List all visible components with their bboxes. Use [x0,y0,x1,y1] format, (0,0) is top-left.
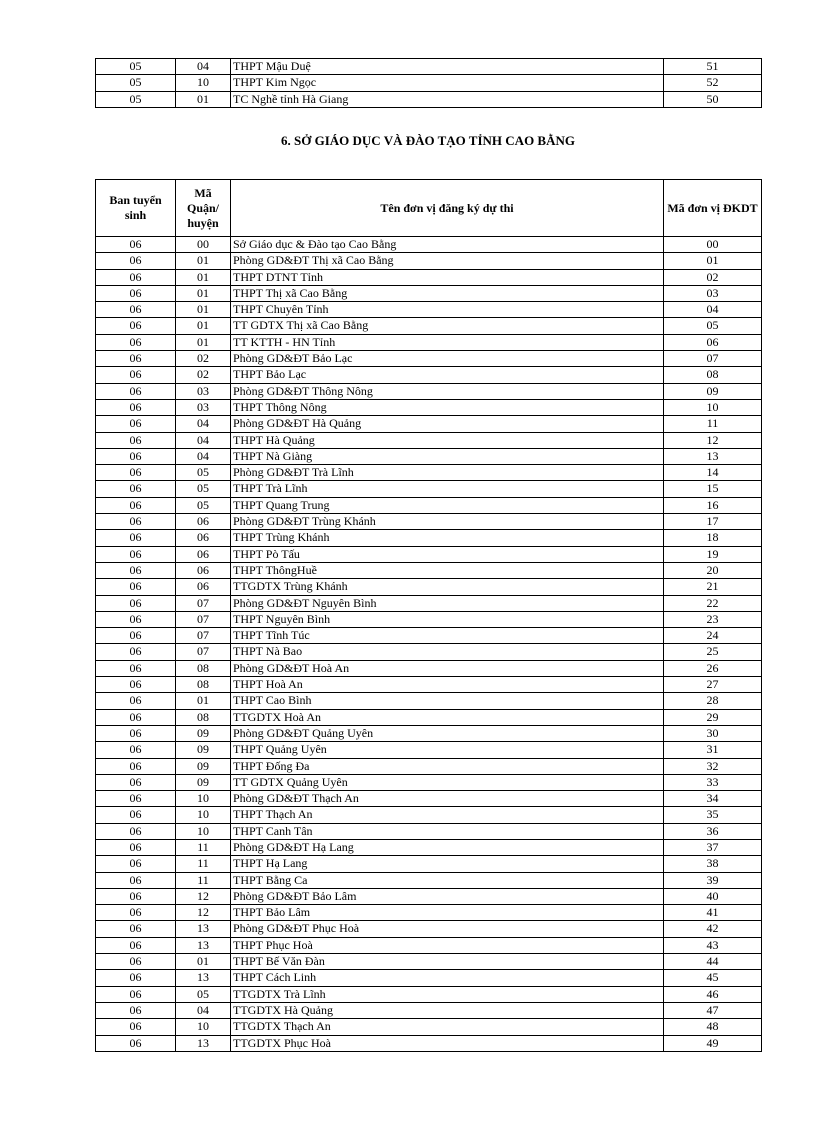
cell-ma-quan: 04 [176,59,231,75]
cell-ma-quan: 13 [176,937,231,953]
cell-ma-don-vi: 03 [664,285,762,301]
table-row [96,677,762,693]
cell-ban-tuyen-sinh: 06 [96,905,176,921]
cell-ban-tuyen-sinh: 06 [96,481,176,497]
cell-ten-don-vi: THPT Pò Tấu [231,546,664,562]
cell-ma-don-vi: 29 [664,709,762,725]
cell-ma-quan: 02 [176,367,231,383]
cell-ma-don-vi: 09 [664,383,762,399]
cell-ten-don-vi: THPT Cách Linh [231,970,664,986]
cell-ma-quan: 06 [176,562,231,578]
cell-ban-tuyen-sinh: 06 [96,448,176,464]
cell-ma-don-vi: 15 [664,481,762,497]
table-row [96,237,762,253]
table-row [96,595,762,611]
cell-ma-quan: 08 [176,677,231,693]
cell-ma-quan: 09 [176,725,231,741]
cell-ten-don-vi: THPT Bảo Lâm [231,905,664,921]
cell-ma-don-vi: 06 [664,334,762,350]
cell-ban-tuyen-sinh: 06 [96,351,176,367]
table-row [96,758,762,774]
cell-ma-don-vi: 40 [664,888,762,904]
cell-ban-tuyen-sinh: 06 [96,856,176,872]
table-row [96,742,762,758]
cell-ten-don-vi: TTGDTX Trùng Khánh [231,579,664,595]
cell-ma-don-vi: 23 [664,611,762,627]
cell-ma-quan: 11 [176,856,231,872]
cell-ma-don-vi: 49 [664,1035,762,1051]
table-row [96,709,762,725]
cell-ban-tuyen-sinh: 06 [96,269,176,285]
cell-ban-tuyen-sinh: 06 [96,725,176,741]
cell-ban-tuyen-sinh: 06 [96,937,176,953]
cell-ma-don-vi: 31 [664,742,762,758]
table-row [96,285,762,301]
cell-ban-tuyen-sinh: 06 [96,1019,176,1035]
cell-ma-don-vi: 18 [664,530,762,546]
cell-ma-don-vi: 27 [664,677,762,693]
cell-ma-don-vi: 14 [664,465,762,481]
cell-ma-quan: 05 [176,497,231,513]
cell-ten-don-vi: Phòng GD&ĐT Hạ Lang [231,839,664,855]
cell-ma-quan: 07 [176,644,231,660]
cell-ma-don-vi: 02 [664,269,762,285]
cell-ban-tuyen-sinh: 06 [96,285,176,301]
table-row [96,399,762,415]
cell-ten-don-vi: Phòng GD&ĐT Bảo Lâm [231,888,664,904]
cell-ma-quan: 10 [176,807,231,823]
table-row [96,514,762,530]
table-row [96,725,762,741]
table-row [96,611,762,627]
cell-ma-don-vi: 04 [664,302,762,318]
cell-ten-don-vi: TTGDTX Phục Hoà [231,1035,664,1051]
cell-ban-tuyen-sinh: 06 [96,758,176,774]
cell-ma-don-vi: 00 [664,237,762,253]
cell-ma-don-vi: 43 [664,937,762,953]
cell-ten-don-vi: THPT Nà Giàng [231,448,664,464]
cell-ma-don-vi: 51 [664,59,762,75]
cell-ma-don-vi: 12 [664,432,762,448]
cell-ten-don-vi: THPT Tĩnh Túc [231,628,664,644]
cell-ten-don-vi: THPT Chuyên Tỉnh [231,302,664,318]
cell-ten-don-vi: Phòng GD&ĐT Thạch An [231,791,664,807]
table-row [96,253,762,269]
cell-ma-quan: 01 [176,318,231,334]
cell-ten-don-vi: THPT Thị xã Cao Bằng [231,285,664,301]
cell-ten-don-vi: Phòng GD&ĐT Bảo Lạc [231,351,664,367]
cell-ma-quan: 01 [176,91,231,107]
table-row [96,318,762,334]
cell-ban-tuyen-sinh: 06 [96,432,176,448]
table-row [96,383,762,399]
cell-ma-quan: 01 [176,285,231,301]
cell-ma-quan: 11 [176,872,231,888]
cell-ban-tuyen-sinh: 06 [96,497,176,513]
cell-ma-don-vi: 19 [664,546,762,562]
cell-ten-don-vi: THPT Bằng Ca [231,872,664,888]
cell-ten-don-vi: THPT Nà Bao [231,644,664,660]
cell-ma-don-vi: 36 [664,823,762,839]
cell-ma-don-vi: 44 [664,954,762,970]
cell-ban-tuyen-sinh: 06 [96,1035,176,1051]
table-row [96,905,762,921]
cell-ten-don-vi: THPT DTNT Tỉnh [231,269,664,285]
cell-ma-don-vi: 17 [664,514,762,530]
units-table [95,179,762,1052]
cell-ma-don-vi: 42 [664,921,762,937]
cell-ban-tuyen-sinh: 06 [96,253,176,269]
cell-ban-tuyen-sinh: 06 [96,399,176,415]
cell-ma-quan: 01 [176,334,231,350]
cell-ma-don-vi: 41 [664,905,762,921]
cell-ma-quan: 06 [176,514,231,530]
cell-ten-don-vi: TT GDTX Thị xã Cao Bằng [231,318,664,334]
cell-ma-quan: 06 [176,579,231,595]
cell-ten-don-vi: TT GDTX Quảng Uyên [231,774,664,790]
table-row [96,91,762,107]
cell-ban-tuyen-sinh: 06 [96,595,176,611]
cell-ma-don-vi: 28 [664,693,762,709]
cell-ban-tuyen-sinh: 05 [96,91,176,107]
cell-ten-don-vi: THPT Quang Trung [231,497,664,513]
cell-ma-quan: 10 [176,1019,231,1035]
cell-ma-quan: 10 [176,75,231,91]
cell-ma-don-vi: 35 [664,807,762,823]
cell-ma-quan: 05 [176,986,231,1002]
table-row [96,579,762,595]
table-row [96,59,762,75]
table-row [96,644,762,660]
cell-ten-don-vi: THPT Hà Quảng [231,432,664,448]
cell-ma-quan: 12 [176,888,231,904]
table-row [96,302,762,318]
cell-ten-don-vi: Phòng GD&ĐT Trà Lĩnh [231,465,664,481]
cell-ma-quan: 13 [176,1035,231,1051]
table-row [96,693,762,709]
cell-ten-don-vi: Phòng GD&ĐT Nguyên Bình [231,595,664,611]
cell-ten-don-vi: Phòng GD&ĐT Phục Hoà [231,921,664,937]
cell-ma-don-vi: 47 [664,1002,762,1018]
table-row [96,481,762,497]
cell-ma-quan: 04 [176,448,231,464]
table-row [96,334,762,350]
cell-ma-quan: 07 [176,595,231,611]
cell-ma-quan: 03 [176,383,231,399]
cell-ma-quan: 07 [176,628,231,644]
cell-ma-quan: 09 [176,758,231,774]
cell-ban-tuyen-sinh: 06 [96,514,176,530]
cell-ma-quan: 03 [176,399,231,415]
previous-section-table [95,58,762,108]
cell-ban-tuyen-sinh: 06 [96,970,176,986]
cell-ma-don-vi: 13 [664,448,762,464]
cell-ma-don-vi: 21 [664,579,762,595]
cell-ma-don-vi: 25 [664,644,762,660]
cell-ma-quan: 01 [176,253,231,269]
cell-ten-don-vi: Phòng GD&ĐT Hoà An [231,660,664,676]
table-row [96,628,762,644]
cell-ma-don-vi: 16 [664,497,762,513]
cell-ma-don-vi: 26 [664,660,762,676]
cell-ban-tuyen-sinh: 06 [96,644,176,660]
cell-ma-don-vi: 50 [664,91,762,107]
table-row [96,970,762,986]
table-row [96,823,762,839]
cell-ban-tuyen-sinh: 05 [96,59,176,75]
cell-ma-don-vi: 46 [664,986,762,1002]
table-row [96,367,762,383]
table-row [96,937,762,953]
cell-ma-don-vi: 33 [664,774,762,790]
cell-ten-don-vi: THPT Kim Ngọc [231,75,664,91]
table-body [96,237,762,1052]
cell-ma-quan: 01 [176,954,231,970]
cell-ten-don-vi: THPT ThôngHuề [231,562,664,578]
cell-ma-don-vi: 22 [664,595,762,611]
cell-ban-tuyen-sinh: 06 [96,530,176,546]
cell-ma-quan: 01 [176,302,231,318]
cell-ten-don-vi: THPT Hạ Lang [231,856,664,872]
cell-ten-don-vi: THPT Hoà An [231,677,664,693]
cell-ma-don-vi: 45 [664,970,762,986]
cell-ten-don-vi: Sở Giáo dục & Đào tạo Cao Bằng [231,237,664,253]
cell-ten-don-vi: THPT Nguyên Bình [231,611,664,627]
cell-ban-tuyen-sinh: 06 [96,954,176,970]
cell-ma-quan: 11 [176,839,231,855]
cell-ten-don-vi: TTGDTX Thạch An [231,1019,664,1035]
cell-ma-quan: 12 [176,905,231,921]
cell-ban-tuyen-sinh: 06 [96,921,176,937]
table-row [96,1035,762,1051]
cell-ma-quan: 10 [176,791,231,807]
table-row [96,465,762,481]
table-row [96,986,762,1002]
cell-ban-tuyen-sinh: 06 [96,562,176,578]
cell-ma-don-vi: 52 [664,75,762,91]
cell-ban-tuyen-sinh: 06 [96,839,176,855]
cell-ma-quan: 04 [176,432,231,448]
cell-ten-don-vi: THPT Bảo Lạc [231,367,664,383]
cell-ban-tuyen-sinh: 06 [96,742,176,758]
cell-ma-don-vi: 08 [664,367,762,383]
cell-ban-tuyen-sinh: 06 [96,546,176,562]
cell-ten-don-vi: TTGDTX Hà Quảng [231,1002,664,1018]
cell-ma-quan: 05 [176,481,231,497]
cell-ban-tuyen-sinh: 06 [96,872,176,888]
cell-ban-tuyen-sinh: 06 [96,660,176,676]
cell-ten-don-vi: THPT Bế Văn Đàn [231,954,664,970]
table-row [96,921,762,937]
cell-ma-don-vi: 10 [664,399,762,415]
cell-ten-don-vi: TT KTTH - HN Tỉnh [231,334,664,350]
table-row [96,774,762,790]
cell-ten-don-vi: THPT Trùng Khánh [231,530,664,546]
cell-ma-don-vi: 37 [664,839,762,855]
table-row [96,807,762,823]
cell-ban-tuyen-sinh: 06 [96,1002,176,1018]
table-row [96,530,762,546]
cell-ban-tuyen-sinh: 06 [96,237,176,253]
cell-ban-tuyen-sinh: 06 [96,465,176,481]
table-row [96,888,762,904]
cell-ten-don-vi: TTGDTX Hoà An [231,709,664,725]
cell-ten-don-vi: Phòng GD&ĐT Hà Quảng [231,416,664,432]
cell-ten-don-vi: Phòng GD&ĐT Trùng Khánh [231,514,664,530]
table-row [96,1019,762,1035]
cell-ma-quan: 00 [176,237,231,253]
cell-ban-tuyen-sinh: 06 [96,302,176,318]
cell-ban-tuyen-sinh: 05 [96,75,176,91]
cell-ban-tuyen-sinh: 06 [96,383,176,399]
cell-ten-don-vi: THPT Cao Bình [231,693,664,709]
cell-ma-quan: 09 [176,742,231,758]
cell-ban-tuyen-sinh: 06 [96,823,176,839]
previous-section-body [96,59,762,108]
table-row [96,497,762,513]
cell-ma-quan: 02 [176,351,231,367]
table-row [96,1002,762,1018]
cell-ma-quan: 01 [176,269,231,285]
cell-ten-don-vi: THPT Thạch An [231,807,664,823]
cell-ten-don-vi: THPT Phục Hoà [231,937,664,953]
cell-ban-tuyen-sinh: 06 [96,367,176,383]
cell-ma-don-vi: 05 [664,318,762,334]
cell-ma-quan: 08 [176,660,231,676]
cell-ban-tuyen-sinh: 06 [96,611,176,627]
cell-ma-don-vi: 38 [664,856,762,872]
cell-ban-tuyen-sinh: 06 [96,774,176,790]
cell-ban-tuyen-sinh: 06 [96,579,176,595]
cell-ban-tuyen-sinh: 06 [96,416,176,432]
cell-ban-tuyen-sinh: 06 [96,628,176,644]
table-row [96,562,762,578]
table-row [96,351,762,367]
cell-ma-don-vi: 48 [664,1019,762,1035]
table-row [96,546,762,562]
cell-ma-quan: 13 [176,921,231,937]
cell-ma-don-vi: 07 [664,351,762,367]
cell-ban-tuyen-sinh: 06 [96,709,176,725]
cell-ten-don-vi: TC Nghề tỉnh Hà Giang [231,91,664,107]
table-row [96,269,762,285]
cell-ma-quan: 10 [176,823,231,839]
cell-ma-don-vi: 30 [664,725,762,741]
table-row [96,416,762,432]
header-ma-quan-huyen: Mã Quận/ huyện [176,180,231,237]
table-row [96,660,762,676]
cell-ma-don-vi: 24 [664,628,762,644]
table-row [96,75,762,91]
cell-ban-tuyen-sinh: 06 [96,888,176,904]
table-row [96,839,762,855]
cell-ban-tuyen-sinh: 06 [96,693,176,709]
cell-ten-don-vi: Phòng GD&ĐT Thị xã Cao Bằng [231,253,664,269]
table-row [96,954,762,970]
cell-ban-tuyen-sinh: 06 [96,318,176,334]
cell-ten-don-vi: Phòng GD&ĐT Thông Nông [231,383,664,399]
cell-ma-don-vi: 20 [664,562,762,578]
cell-ma-quan: 05 [176,465,231,481]
cell-ma-don-vi: 34 [664,791,762,807]
cell-ma-don-vi: 32 [664,758,762,774]
cell-ma-quan: 08 [176,709,231,725]
table-row [96,872,762,888]
cell-ma-quan: 04 [176,416,231,432]
cell-ten-don-vi: Phòng GD&ĐT Quảng Uyên [231,725,664,741]
cell-ten-don-vi: THPT Đống Đa [231,758,664,774]
cell-ban-tuyen-sinh: 06 [96,334,176,350]
cell-ban-tuyen-sinh: 06 [96,677,176,693]
cell-ma-quan: 01 [176,693,231,709]
header-ten-don-vi: Tên đơn vị đăng ký dự thi [231,180,664,237]
cell-ma-don-vi: 39 [664,872,762,888]
cell-ten-don-vi: THPT Thông Nông [231,399,664,415]
cell-ma-quan: 06 [176,530,231,546]
cell-ban-tuyen-sinh: 06 [96,986,176,1002]
cell-ban-tuyen-sinh: 06 [96,791,176,807]
cell-ten-don-vi: THPT Canh Tân [231,823,664,839]
table-row [96,448,762,464]
cell-ten-don-vi: THPT Quảng Uyên [231,742,664,758]
table-header [96,180,762,237]
cell-ma-quan: 06 [176,546,231,562]
cell-ma-don-vi: 01 [664,253,762,269]
table-row [96,791,762,807]
cell-ma-quan: 13 [176,970,231,986]
cell-ma-quan: 07 [176,611,231,627]
cell-ten-don-vi: TTGDTX Trà Lĩnh [231,986,664,1002]
table-row [96,856,762,872]
header-ban-tuyen-sinh: Ban tuyển sinh [96,180,176,237]
cell-ban-tuyen-sinh: 06 [96,807,176,823]
cell-ten-don-vi: THPT Mậu Duệ [231,59,664,75]
cell-ten-don-vi: THPT Trà Lĩnh [231,481,664,497]
cell-ma-don-vi: 11 [664,416,762,432]
cell-ma-quan: 04 [176,1002,231,1018]
header-ma-don-vi: Mã đơn vị ĐKDT [664,180,762,237]
section-title: 6. SỞ GIÁO DỤC VÀ ĐÀO TẠO TỈNH CAO BẰNG [281,133,575,148]
table-row [96,432,762,448]
cell-ma-quan: 09 [176,774,231,790]
